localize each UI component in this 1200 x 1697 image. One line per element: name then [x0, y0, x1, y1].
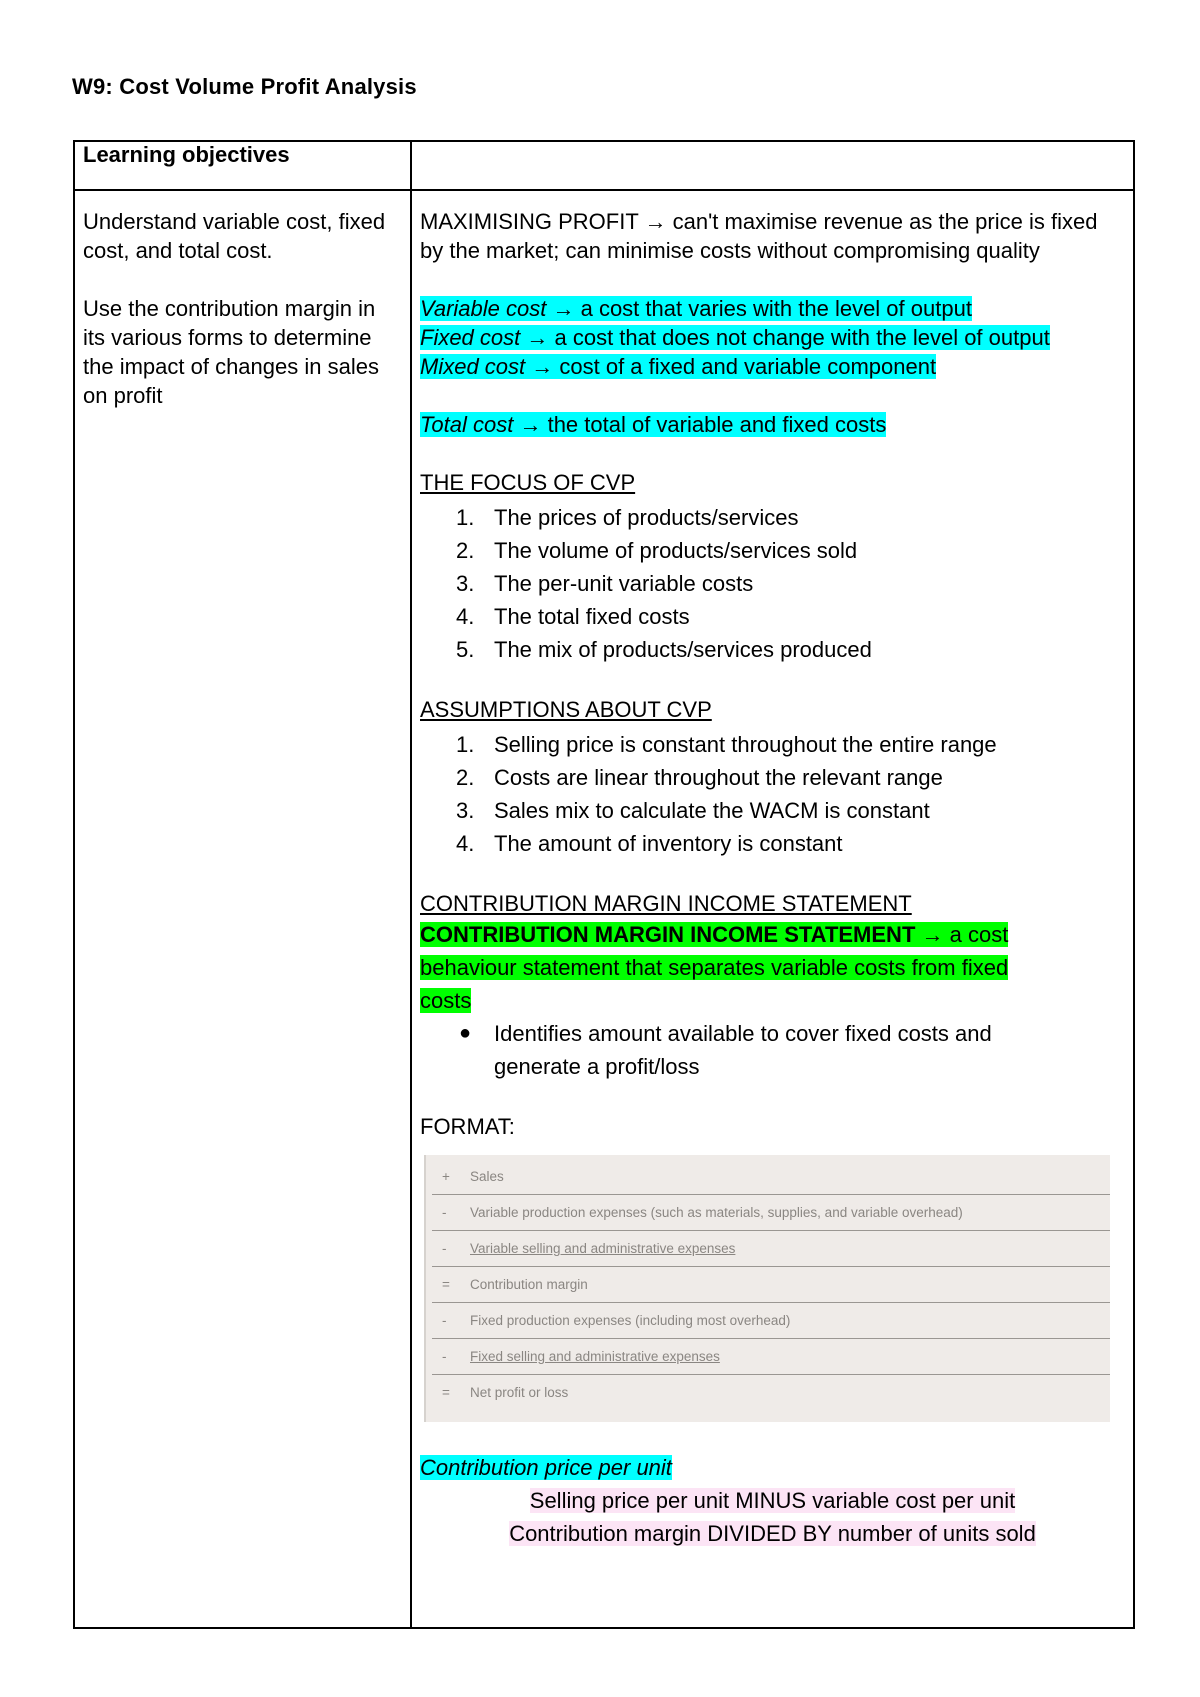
- format-label: FORMAT:: [420, 1114, 515, 1139]
- definition-term: Fixed cost: [420, 325, 521, 350]
- list-item: 3. Sales mix to calculate the WACM is constant: [456, 798, 930, 823]
- definition-text: → a cost that does not change with the level of output: [520, 325, 1050, 350]
- definition-term: Total cost: [420, 412, 514, 437]
- list-item: 1. The prices of products/services: [456, 505, 799, 530]
- format-row: = Net profit or loss: [442, 1385, 569, 1400]
- format-row: + Sales: [432, 1159, 1110, 1195]
- definition-variable: [420, 294, 1125, 323]
- list-item: 4. The amount of inventory is constant: [456, 831, 843, 856]
- table-header-row: [74, 141, 1134, 190]
- definition-term: Variable cost: [420, 296, 547, 321]
- definition-term: Mixed cost: [420, 354, 526, 379]
- intro-text: MAXIMISING PROFIT → can't maximise revenue as the price is fixed by the market; can minimise costs without compromising quality: [420, 209, 1098, 263]
- format-row: - Fixed selling and administrative expenses: [432, 1339, 1110, 1375]
- format-row: - Variable selling and administrative expenses: [432, 1231, 1110, 1267]
- list-item: ● Identifies amount available to cover fixed costs and generate a profit/loss: [420, 1017, 1125, 1083]
- format-row: = Contribution margin: [432, 1267, 1110, 1303]
- cmis-bullets: [420, 1017, 1125, 1083]
- definition-total: [420, 410, 1125, 439]
- format-image: [424, 1155, 1110, 1422]
- objective-item: Understand variable cost, fixed cost, and total cost.: [83, 209, 386, 263]
- cmis-heading: CONTRIBUTION MARGIN INCOME STATEMENT: [420, 891, 912, 916]
- list-item: 3. The per-unit variable costs: [456, 571, 754, 596]
- page-title: W9: Cost Volume Profit Analysis: [72, 74, 417, 99]
- assumptions-heading: ASSUMPTIONS ABOUT CVP: [420, 697, 712, 722]
- definition-text: → a cost that varies with the level of output: [546, 296, 972, 321]
- notes-cell: [411, 190, 1134, 1628]
- cmis-term: CONTRIBUTION MARGIN INCOME STATEMENT: [420, 922, 916, 947]
- objectives-cell: [74, 190, 411, 1628]
- list-item: 2. Costs are linear throughout the relevant range: [456, 765, 943, 790]
- focus-heading: THE FOCUS OF CVP: [420, 470, 636, 495]
- cmis-definition: CONTRIBUTION MARGIN INCOME STATEMENT → a cost behaviour statement that separates variable costs from fixed costs: [420, 922, 1009, 1013]
- header-cell-left: [74, 141, 411, 190]
- table-body-row: [74, 190, 1134, 1628]
- learning-objectives-heading: Learning objectives: [83, 142, 290, 167]
- contribution-price-formula-2: Contribution margin DIVIDED BY number of units sold: [509, 1521, 1036, 1546]
- definition-mixed: [420, 352, 1125, 381]
- list-item: 5. The mix of products/services produced: [456, 637, 872, 662]
- definition-text: → the total of variable and fixed costs: [513, 412, 887, 437]
- format-row: - Fixed production expenses (including most overhead): [432, 1303, 1110, 1339]
- list-item: 2. The volume of products/services sold: [456, 538, 858, 563]
- assumptions-list: [420, 728, 1125, 860]
- list-item: 1. Selling price is constant throughout the entire range: [456, 732, 997, 757]
- list-item: 4. The total fixed costs: [456, 604, 690, 629]
- focus-list: [420, 501, 1125, 666]
- format-row: - Variable production expenses (such as materials, supplies, and variable overhead): [432, 1195, 1110, 1231]
- bullet-icon: ●: [459, 1022, 472, 1044]
- contribution-price-term: Contribution price per unit: [420, 1455, 672, 1480]
- header-cell-right: [411, 141, 1134, 190]
- definition-fixed: [420, 323, 1125, 352]
- definition-text: → cost of a fixed and variable component: [525, 354, 937, 379]
- contribution-price-formula-1: Selling price per unit MINUS variable cost per unit: [529, 1488, 1016, 1513]
- objective-item: Use the contribution margin in its various forms to determine the impact of changes in sales on profit: [83, 296, 379, 408]
- notes-table: [73, 140, 1135, 1629]
